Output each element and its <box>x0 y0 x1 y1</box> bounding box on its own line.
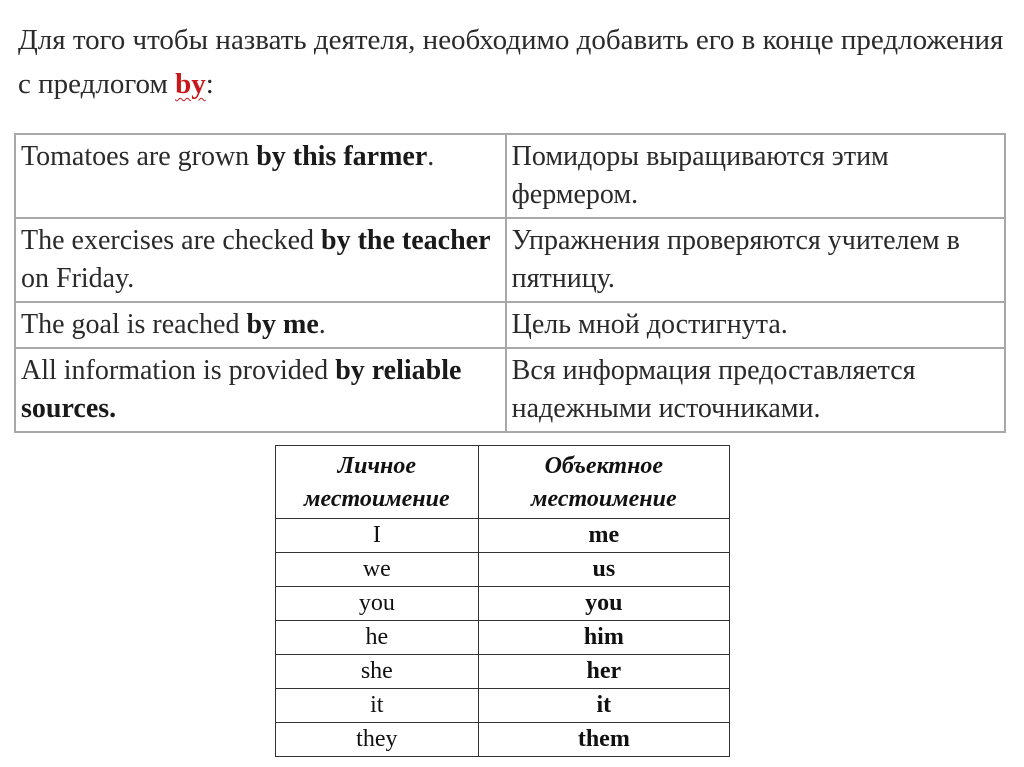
example-russian: Помидоры выращиваются этим фермером. <box>506 134 1005 218</box>
example-english <box>15 134 506 218</box>
example-row <box>15 302 1005 348</box>
pronouns-table <box>275 445 730 757</box>
example-row <box>15 134 1005 218</box>
example-english-text: The goal is reached <box>21 309 247 340</box>
example-english-tail: on Friday. <box>21 263 135 294</box>
example-english-agent: by reliable sources. <box>21 355 462 424</box>
pronouns-header-row <box>276 446 730 519</box>
example-english <box>15 348 506 432</box>
example-russian: Цель мной достигнута. <box>506 302 1005 348</box>
personal-pronoun: you <box>276 587 479 621</box>
example-english-agent: by me <box>246 309 319 340</box>
personal-pronoun: they <box>276 723 479 757</box>
pronoun-row <box>276 519 730 553</box>
personal-pronoun: it <box>276 689 479 723</box>
pronoun-row <box>276 723 730 757</box>
intro-punct: : <box>205 68 214 100</box>
intro-keyword-by: by <box>175 68 206 100</box>
example-russian: Вся информация предоставляется надежными источниками. <box>506 348 1005 432</box>
intro-paragraph <box>18 18 1008 106</box>
personal-pronoun: I <box>276 519 479 553</box>
example-english-agent: by this farmer <box>256 141 428 172</box>
pronoun-row <box>276 553 730 587</box>
example-english-text: All information is provided <box>21 355 336 386</box>
object-pronoun: us <box>478 553 729 587</box>
header-object-pronoun: Объектное местоимение <box>478 446 729 519</box>
pronoun-row <box>276 655 730 689</box>
example-english-text: The exercises are checked <box>21 225 322 256</box>
pronoun-row <box>276 689 730 723</box>
examples-table <box>14 133 1006 433</box>
personal-pronoun: we <box>276 553 479 587</box>
object-pronoun: them <box>478 723 729 757</box>
example-english-agent: by the teacher <box>321 225 491 256</box>
example-row <box>15 348 1005 432</box>
object-pronoun: me <box>478 519 729 553</box>
pronoun-row <box>276 587 730 621</box>
personal-pronoun: he <box>276 621 479 655</box>
example-english <box>15 302 506 348</box>
object-pronoun: her <box>478 655 729 689</box>
object-pronoun: you <box>478 587 729 621</box>
example-english-tail: . <box>318 309 326 340</box>
example-russian: Упражнения проверяются учителем в пятницу. <box>506 218 1005 302</box>
personal-pronoun: she <box>276 655 479 689</box>
intro-text: Для того чтобы назвать деятеля, необходимо добавить его в конце предложения с предлогом <box>18 24 1004 100</box>
example-row <box>15 218 1005 302</box>
header-personal-pronoun: Личное местоимение <box>276 446 479 519</box>
example-english <box>15 218 506 302</box>
object-pronoun: it <box>478 689 729 723</box>
pronoun-row <box>276 621 730 655</box>
example-english-tail: . <box>427 141 435 172</box>
object-pronoun: him <box>478 621 729 655</box>
example-english-text: Tomatoes are grown <box>21 141 257 172</box>
